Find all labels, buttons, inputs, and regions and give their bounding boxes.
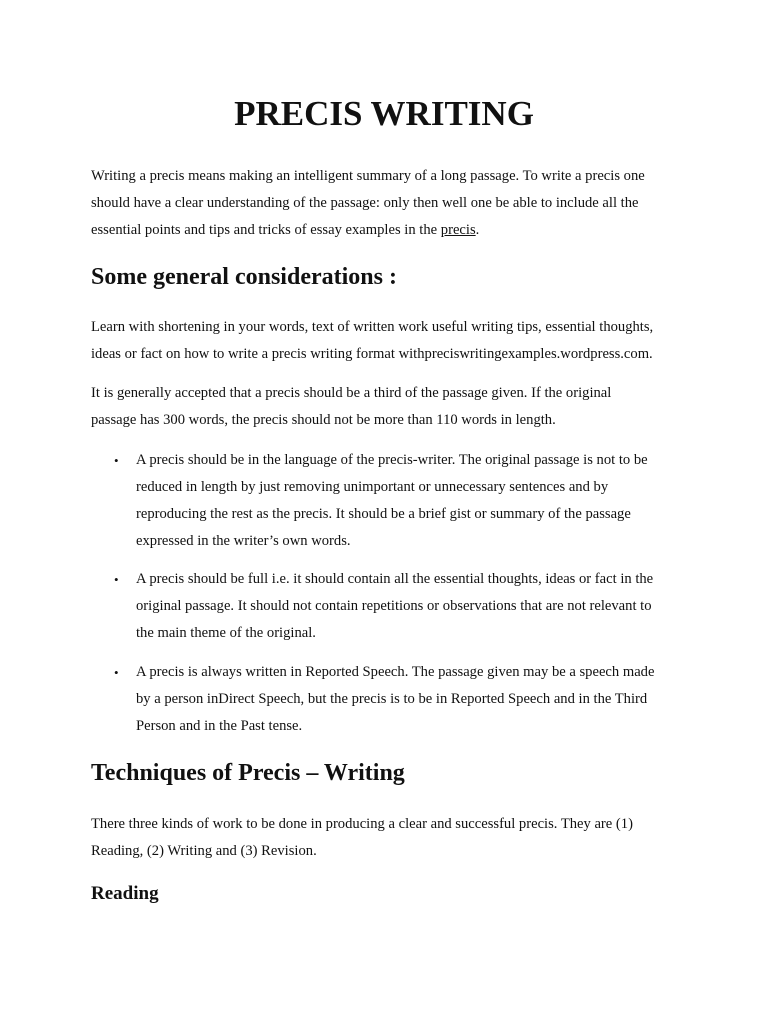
paragraph-line: ideas or fact on how to write a precis writing format withpreciswritingexamples.wordpress.com. [91, 346, 653, 362]
section-heading-considerations: Some general considerations : [91, 264, 397, 290]
paragraph-line: There three kinds of work to be done in producing a clear and successful precis. They are (1) [91, 816, 633, 832]
bullet-line: reproducing the rest as the precis. It should be a brief gist or summary of the passage [136, 506, 631, 522]
paragraph-line: Reading, (2) Writing and (3) Revision. [91, 843, 317, 859]
paragraph-line: Learn with shortening in your words, text of written work useful writing tips, essential thoughts, [91, 319, 654, 335]
bullet-item [114, 659, 696, 740]
bullet-line: by a person inDirect Speech, but the precis is to be in Reported Speech and in the Third [136, 691, 648, 707]
bullet-line: the main theme of the original. [136, 625, 316, 641]
intro-line-end: . [475, 222, 480, 238]
bullet-icon: • [114, 572, 119, 587]
techniques-paragraph [91, 811, 691, 865]
intro-line: should have a clear understanding of the passage: only then well one be able to include all the [91, 195, 639, 211]
bullet-line: Person and in the Past tense. [136, 718, 303, 734]
intro-line: Writing a precis means making an intelligent summary of a long passage. To write a precis one [91, 168, 645, 184]
bullet-icon: • [114, 453, 119, 468]
bullet-line: A precis is always written in Reported Speech. The passage given may be a speech made [136, 664, 655, 680]
bullet-item [114, 566, 696, 647]
bullet-icon: • [114, 665, 119, 680]
intro-line-text: essential points and tips and tricks of essay examples in the [91, 222, 441, 238]
section-heading-techniques: Techniques of Precis – Writing [91, 760, 405, 786]
bullet-line: reduced in length by just removing unimportant or unnecessary sentences and by [136, 479, 609, 495]
paragraph-line: passage has 300 words, the precis should not be more than 110 words in length. [91, 412, 556, 428]
bullet-item [114, 447, 696, 555]
considerations-paragraph-1 [91, 314, 691, 368]
section-heading-reading: Reading [91, 883, 159, 904]
bullet-line: A precis should be full i.e. it should contain all the essential thoughts, ideas or fact in the [136, 571, 654, 587]
considerations-paragraph-2 [91, 380, 691, 434]
page-title: PRECIS WRITING [234, 94, 534, 133]
bullet-line: original passage. It should not contain repetitions or observations that are not relevant to [136, 598, 652, 614]
intro-paragraph [91, 163, 691, 244]
intro-line [91, 217, 691, 244]
bullet-line: A precis should be in the language of the precis-writer. The original passage is not to be [136, 452, 648, 468]
precis-link[interactable]: precis [440, 222, 476, 238]
bullet-line: expressed in the writer’s own words. [136, 533, 351, 549]
paragraph-line: It is generally accepted that a precis should be a third of the passage given. If the original [91, 385, 612, 401]
